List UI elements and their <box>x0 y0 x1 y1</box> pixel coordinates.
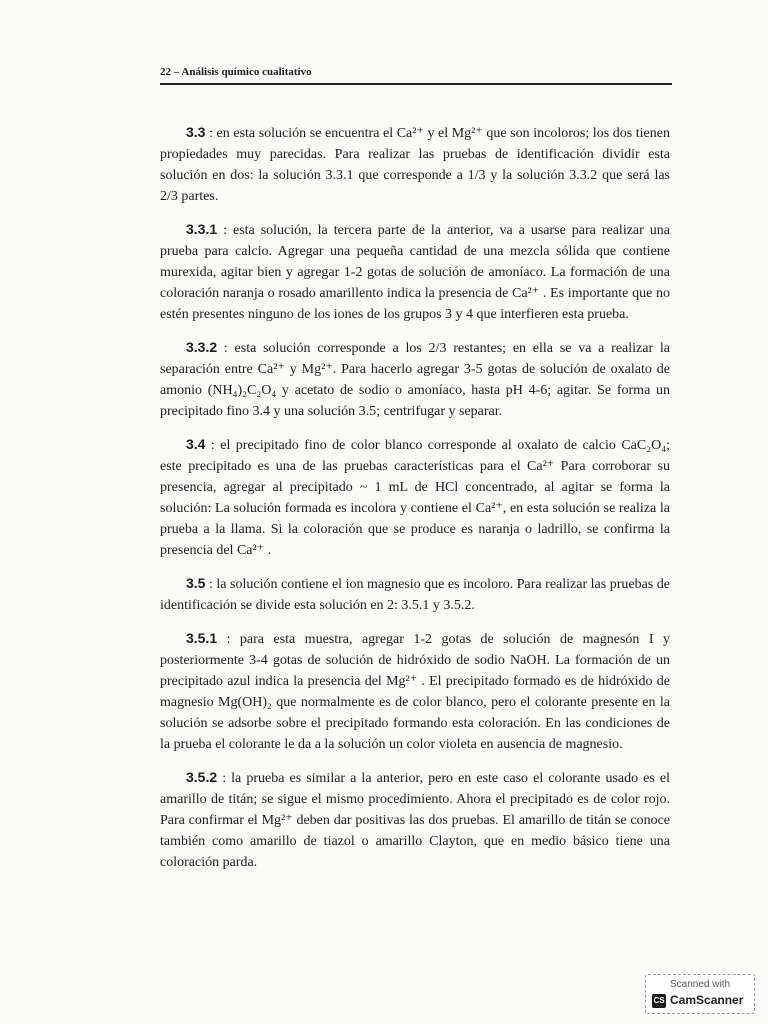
section-number: 3.3.2 <box>186 339 218 355</box>
paragraph-text: : la prueba es similar a la anterior, pero en este caso el colorante usado es el amarillo de titán; se sigue el mismo procedimiento. Ahora el precipitado es de color rojo. Para confirmar el Mg²⁺ deben dar positivas las dos pruebas. El amarillo de titán se conoce también como amarillo de tiazol o amarillo Clayton, que en medio básico tiene una coloración parda. <box>160 771 670 870</box>
paragraph-3-3-1 <box>160 219 670 325</box>
paragraph-text: : el precipitado fino de color blanco corresponde al oxalato de calcio CaC₂O₄; este precipitado es una de las pruebas características para el Ca²⁺ Para corroborar su presencia, agregar al precipitado ~ 1 mL de HCl concentrado, al agitar se forma la solución: La solución formada es incolora y contiene el Ca²⁺, en esta solución se realiza la prueba a la llama. Si la coloración que se produce es naranja o ladrillo, se confirma la presencia del Ca²⁺ . <box>160 438 670 558</box>
paragraph-text: : esta solución corresponde a los 2/3 restantes; en ella se va a realizar la separación entre Ca²⁺ y Mg²⁺. Para hacerlo agregar 3-5 gotas de solución de oxalato de amonio (NH₄)₂C₂O₄ y acetato de sodio o amoníaco, hasta pH 4-6; agitar. Se forma un precipitado fino 3.4 y una solución 3.5; centrifugar y separar. <box>160 341 670 419</box>
page-header <box>160 66 672 78</box>
paragraph-3-3 <box>160 122 670 207</box>
paragraph-text: : esta solución, la tercera parte de la anterior, va a usarse para realizar una prueba para calcio. Agregar una pequeña cantidad de una mezcla sólida que contiene murexida, agitar bien y agregar 1-2 gotas de solución de amoníaco. La formación de una coloración naranja o rosado amarillento indica la presencia de Ca²⁺ . Es importante que no estén presentes ninguno de los iones de los grupos 3 y 4 que interfieren esta prueba. <box>160 223 670 322</box>
paragraph-text: : la solución contiene el ion magnesio que es incoloro. Para realizar las pruebas de identificación se divide esta solución en 2: 3.5.1 y 3.5.2. <box>160 577 670 613</box>
paragraph-3-3-2 <box>160 337 670 422</box>
section-number: 3.5 <box>186 575 206 591</box>
section-number: 3.5.1 <box>186 630 218 646</box>
paragraph-3-5 <box>160 573 670 616</box>
section-number: 3.3 <box>186 124 206 140</box>
header-separator: – <box>173 66 180 78</box>
camscanner-logo-icon: CS <box>652 994 666 1008</box>
section-number: 3.3.1 <box>186 221 218 237</box>
paragraph-3-5-2 <box>160 767 670 873</box>
section-number: 3.5.2 <box>186 769 218 785</box>
paragraph-3-4 <box>160 434 670 561</box>
paragraph-text: : en esta solución se encuentra el Ca²⁺ y el Mg²⁺ que son incoloros; los dos tienen propiedades muy parecidas. Para realizar las pruebas de identificación dividir esta solución en dos: la solución 3.3.1 que corresponde a 1/3 y la solución 3.3.2 que será las 2/3 partes. <box>160 126 670 204</box>
paragraph-3-5-1 <box>160 628 670 755</box>
book-title: Análisis químico cualitativo <box>181 66 312 78</box>
page-number: 22 <box>160 66 171 78</box>
paragraph-text: : para esta muestra, agregar 1-2 gotas de solución de magnesón I y posteriormente 3-4 gotas de solución de hidróxido de sodio NaOH. La formación de un precipitado azul indica la presencia del Mg²⁺ . El precipitado formado es de hidróxido de magnesio Mg(OH)₂ que normalmente es de color blanco, pero el colorante presente en la solución se adsorbe sobre el precipitado formando esta coloración. En las condiciones de la prueba el colorante le da a la solución un color violeta en ausencia de magnesio. <box>160 632 670 752</box>
camscanner-watermark <box>645 974 755 1014</box>
watermark-caption: Scanned with <box>669 979 731 990</box>
section-number: 3.4 <box>186 436 206 452</box>
header-rule <box>160 83 672 85</box>
watermark-brand: CamScanner <box>670 993 744 1007</box>
body-text <box>160 122 670 885</box>
